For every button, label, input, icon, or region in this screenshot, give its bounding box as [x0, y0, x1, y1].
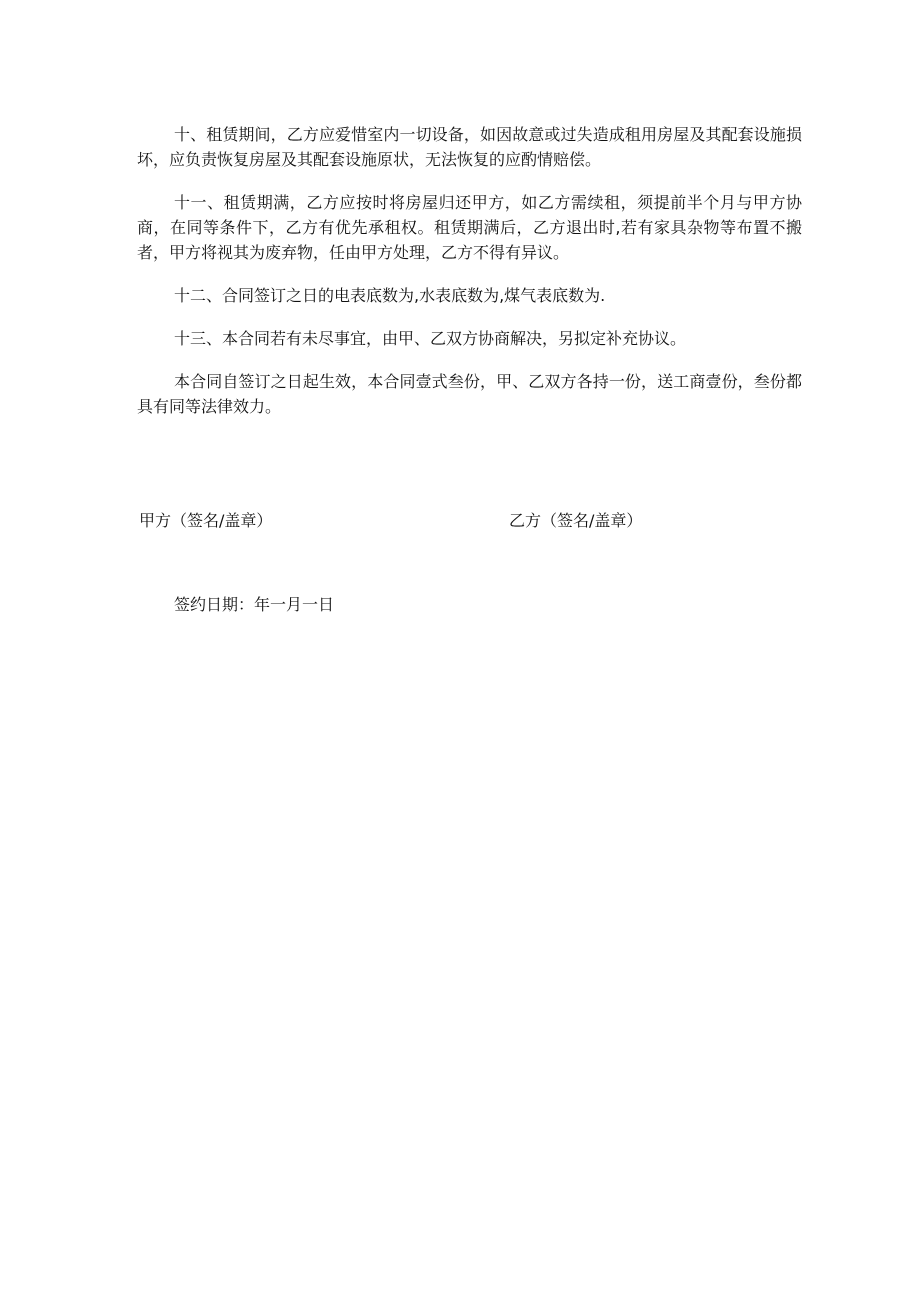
clause-13: 十三、本合同若有未尽事宜，由甲、乙双方协商解决，另拟定补充协议。	[174, 329, 687, 348]
clause-12: 十二、合同签订之日的电表底数为,水表底数为,煤气表底数为.	[174, 286, 606, 305]
party-b-signature: 乙方（签名/盖章）	[509, 511, 643, 530]
effective-clause: 本合同自签订之日起生效，本合同壹式叁份，甲、乙双方各持一份，送工商壹份，叁份都具有同等法律效力。	[137, 372, 802, 416]
party-a-signature: 甲方（签名/盖章）	[139, 511, 273, 530]
contract-body	[137, 122, 802, 437]
clause-11: 十一、租赁期满，乙方应按时将房屋归还甲方，如乙方需续租，须提前半个月与甲方协商，在同等条件下，乙方有优先承租权。租赁期满后，乙方退出时,若有家具杂物等布置不搬者，甲方将视其为废弃物，任由甲方处理，乙方不得有异议。	[137, 193, 802, 262]
signature-row	[0, 508, 920, 533]
signing-date: 签约日期：年一月一日	[174, 595, 335, 614]
clause-10: 十、租赁期间，乙方应爱惜室内一切设备，如因故意或过失造成租用房屋及其配套设施损坏，应负责恢复房屋及其配套设施原状，无法恢复的应酌情赔偿。	[137, 125, 802, 169]
